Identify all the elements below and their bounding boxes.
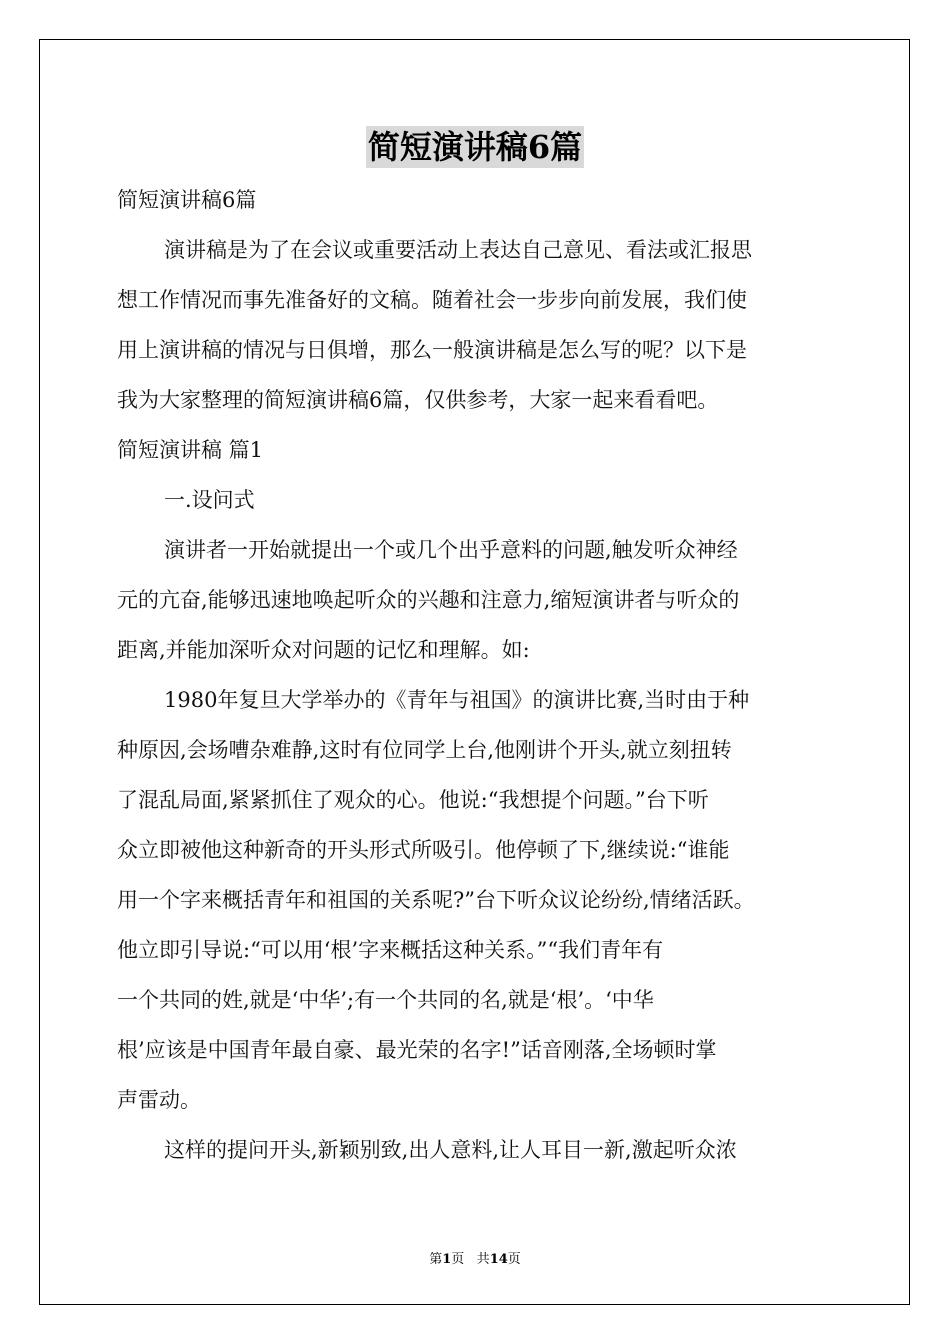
paragraph-line: 种原因,会场嘈杂难静,这时有位同学上台,他刚讲个开头,就立刻扭转 [117,738,732,762]
page-border [39,39,910,1305]
total-pages: 14 [489,1252,508,1267]
paragraph-line: 声雷动。 [117,1088,201,1112]
paragraph-line: 元的亢奋,能够迅速地唤起听众的兴趣和注意力,缩短演讲者与听众的 [117,588,740,612]
paragraph-line: 一个共同的姓,就是‘中华’;有一个共同的名,就是‘根’。‘中华 [117,988,654,1012]
page-suffix: 页 [451,1252,465,1267]
paragraph-line: 了混乱局面,紧紧抓住了观众的心。他说:“我想提个问题。”台下听 [117,788,709,812]
page-prefix: 第 [429,1252,443,1267]
paragraph-line: 演讲稿是为了在会议或重要活动上表达自己意见、看法或汇报思 [164,238,752,262]
paragraph-line: 他立即引导说:“可以用‘根’字来概括这种关系。”“我们青年有 [117,938,664,962]
paragraph-line: 距离,并能加深听众对问题的记忆和理解。如: [117,638,530,662]
paragraph-line: 根’应该是中国青年最自豪、最光荣的名字!”话音刚落,全场顿时掌 [117,1038,717,1062]
subtitle-line: 简短演讲稿6篇 [117,188,257,212]
total-prefix: 共 [476,1252,490,1267]
paragraph-line: 我为大家整理的简短演讲稿6篇，仅供参考，大家一起来看看吧。 [117,388,719,412]
page-number: 1 [442,1252,452,1267]
document-title: 简短演讲稿6篇 [367,128,583,166]
paragraph-line: 用一个字来概括青年和祖国的关系呢?”台下听众议论纷纷,情绪活跃。 [117,888,755,912]
section-heading: 简短演讲稿 篇1 [117,438,264,462]
paragraph-line: 想工作情况而事先准备好的文稿。随着社会一步步向前发展，我们使 [117,288,747,312]
paragraph-line: 众立即被他这种新奇的开头形式所吸引。他停顿了下,继续说:“谁能 [117,838,730,862]
total-suffix: 页 [507,1252,521,1267]
subsection-heading: 一.设问式 [164,488,255,512]
paragraph-line: 1980年复旦大学举办的《青年与祖国》的演讲比赛,当时由于种 [164,688,750,712]
paragraph-line: 用上演讲稿的情况与日俱增，那么一般演讲稿是怎么写的呢？以下是 [117,338,747,362]
paragraph-line: 演讲者一开始就提出一个或几个出乎意料的问题,触发听众神经 [164,538,738,562]
paragraph-line: 这样的提问开头,新颖别致,出人意料,让人耳目一新,激起听众浓 [164,1138,737,1162]
title-container [0,126,950,168]
page-footer [0,1248,950,1267]
